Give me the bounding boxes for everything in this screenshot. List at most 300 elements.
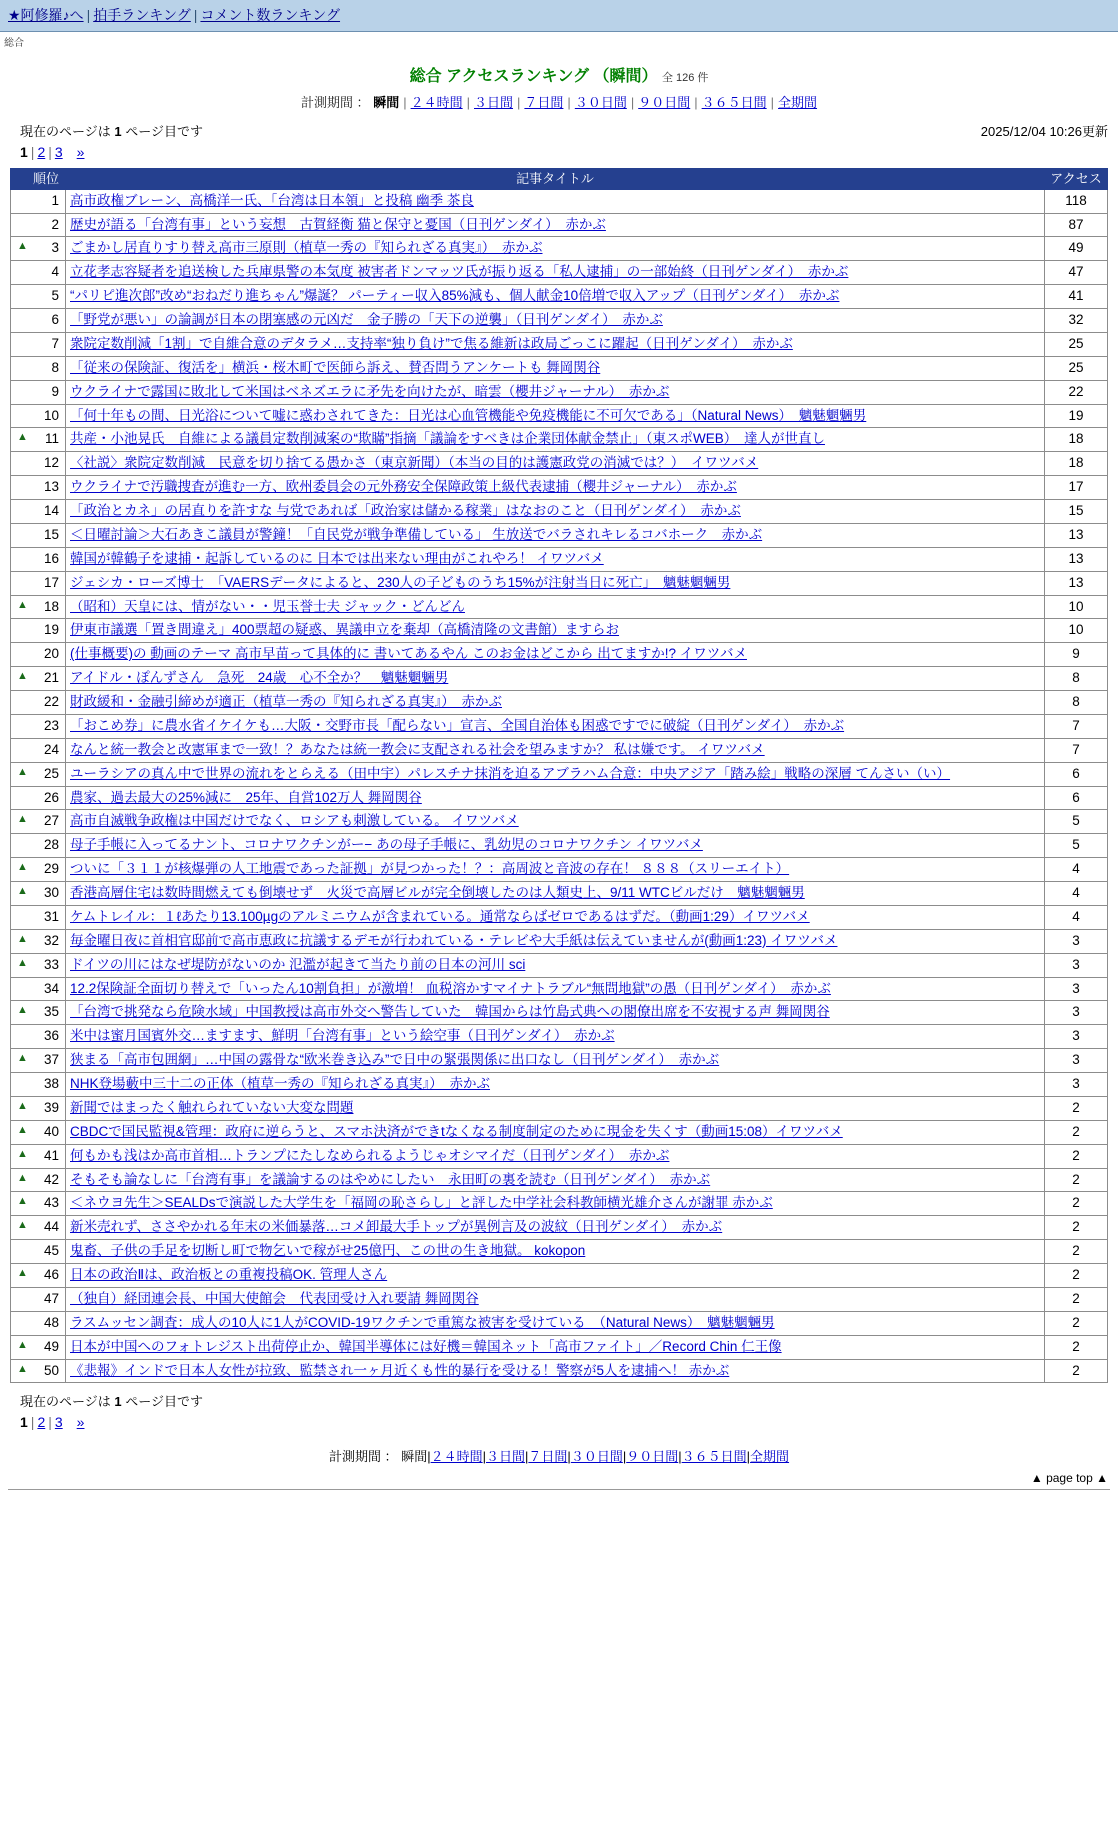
rank-cell <box>11 905 66 929</box>
title-cell <box>66 476 1045 500</box>
period-option-365d[interactable]: ３６５日間 <box>701 95 767 110</box>
rank-number: 1 <box>51 192 59 208</box>
table-row <box>11 1311 1108 1335</box>
table-header-row <box>11 169 1108 190</box>
period-option-3d-bottom[interactable]: ３日間 <box>486 1449 526 1465</box>
rank-number: 17 <box>43 574 59 590</box>
table-row <box>11 1073 1108 1097</box>
rank-number: 47 <box>43 1290 59 1306</box>
rank-cell <box>11 332 66 356</box>
rank-number: 44 <box>43 1219 59 1235</box>
table-row <box>11 882 1108 906</box>
title-cell <box>66 404 1045 428</box>
article-title-link[interactable]: 「政治とカネ」の居直りを許すな 与党であれば「政治家は儲かる稼業」はなおのこと（日刊ゲンダイ） 赤かぶ <box>70 503 741 519</box>
title-cell <box>66 1240 1045 1264</box>
article-title-link[interactable]: 韓国が韓鶴子を逮捕・起訴しているのに 日本では出来ない理由がこれやろ！ イワツバメ <box>70 550 604 566</box>
rank-number: 3 <box>51 240 59 256</box>
rank-number: 12 <box>43 455 59 471</box>
rank-number: 42 <box>43 1171 59 1187</box>
page-info-row <box>20 121 1108 140</box>
article-title-link[interactable]: そもそも論なしに「台湾有事」を議論するのはやめにしたい 永田町の裏を読む（日刊ゲンダイ） 赤かぶ <box>70 1171 711 1187</box>
access-count-cell: 2 <box>1045 1311 1108 1335</box>
article-title-link[interactable]: ウクライナで汚職捜査が進む一方、欧州委員会の元外務安全保障政策上級代表逮捕（櫻井ジャーナル） 赤かぶ <box>70 479 737 495</box>
title-cell <box>66 309 1045 333</box>
rank-cell <box>11 1240 66 1264</box>
top-navigation-bar <box>0 0 1118 32</box>
rank-cell <box>11 1096 66 1120</box>
table-row <box>11 643 1108 667</box>
table-row <box>11 189 1108 213</box>
table-row <box>11 1168 1108 1192</box>
rank-up-arrow-icon: ▲ <box>17 956 28 969</box>
pager-separator: | <box>30 1414 35 1431</box>
rank-up-arrow-icon: ▲ <box>17 1052 28 1065</box>
page-link-next-bottom[interactable]: » <box>76 1414 85 1431</box>
rank-cell <box>11 977 66 1001</box>
title-cell <box>66 834 1045 858</box>
table-row <box>11 929 1108 953</box>
rank-up-arrow-icon: ▲ <box>17 240 28 253</box>
article-title-link[interactable]: ラスムッセン調査：成人の10人に1人がCOVID-19ワクチンで重篤な被害を受けている （Natural News） 魑魅魍魎男 <box>70 1314 775 1330</box>
article-title-link[interactable]: 衆院定数削減「1割」で自維合意のデタラメ…支持率“独り負け”で焦る維新は政局ごっこに躍起（日刊ゲンダイ） 赤かぶ <box>70 335 793 351</box>
table-row <box>11 810 1108 834</box>
access-count-cell: 2 <box>1045 1216 1108 1240</box>
table-row <box>11 404 1108 428</box>
title-cell <box>66 953 1045 977</box>
access-count-cell: 19 <box>1045 404 1108 428</box>
article-title-link[interactable]: 〈社説〉衆院定数削減 民意を切り捨てる愚かさ（東京新聞）（本当の目的は護憲政党の消滅では？） イワツバメ <box>70 455 759 471</box>
page-link-3-bottom[interactable]: 3 <box>54 1414 63 1431</box>
rank-number: 5 <box>51 288 59 304</box>
nav-separator: | <box>193 7 198 23</box>
rank-number: 8 <box>51 359 59 375</box>
rank-number: 11 <box>44 431 59 447</box>
title-cell <box>66 500 1045 524</box>
access-count-cell: 10 <box>1045 595 1108 619</box>
title-cell <box>66 452 1045 476</box>
rank-number: 18 <box>43 598 59 614</box>
table-row <box>11 1335 1108 1359</box>
pager-separator: | <box>30 144 35 160</box>
article-title-link[interactable]: 高市政権ブレーン、高橋洋一氏、「台湾は日本領」と投稿 幽季 茶良 <box>70 192 474 208</box>
period-option-30d[interactable]: ３０日間 <box>574 95 627 110</box>
access-count-cell: 4 <box>1045 905 1108 929</box>
rank-cell <box>11 595 66 619</box>
rank-up-arrow-icon: ▲ <box>17 1338 28 1351</box>
period-separator: | <box>466 95 470 110</box>
access-count-cell: 3 <box>1045 1049 1108 1073</box>
article-title-link[interactable]: 新聞ではまったく触れられていない大変な問題 <box>70 1099 354 1115</box>
article-title-link[interactable]: 毎金曜日夜に首相官邸前で高市恵政に抗議するデモが行われている・テレビや大手紙は伝えていませんが(動画1:23) イワツバメ <box>70 932 838 948</box>
rank-up-arrow-icon: ▲ <box>17 1147 28 1160</box>
table-row <box>11 213 1108 237</box>
access-count-cell: 2 <box>1045 1359 1108 1383</box>
access-count-cell: 32 <box>1045 309 1108 333</box>
period-separator: | <box>678 1449 682 1465</box>
table-row <box>11 452 1108 476</box>
rank-cell <box>11 1311 66 1335</box>
rank-up-arrow-icon: ▲ <box>17 765 28 778</box>
access-count-cell: 2 <box>1045 1240 1108 1264</box>
table-row <box>11 332 1108 356</box>
access-count-cell: 47 <box>1045 261 1108 285</box>
period-option-24h-bottom[interactable]: ２４時間 <box>430 1449 483 1465</box>
nav-link-applause-ranking[interactable]: 拍手ランキング <box>93 7 191 23</box>
article-title-link[interactable]: 鬼畜、子供の手足を切断し町で物乞いで稼がせ25億円、この世の生き地獄。 kokopon <box>70 1243 586 1259</box>
bottom-page-number: 1 <box>114 1394 122 1410</box>
rank-up-arrow-icon: ▲ <box>17 431 28 444</box>
rank-cell <box>11 953 66 977</box>
period-option-7d-bottom[interactable]: ７日間 <box>528 1449 568 1465</box>
ranking-table <box>10 168 1108 1383</box>
article-title-link[interactable]: 「台湾で挑発なら危険水域」中国教授は高市外交へ警告していた 韓国からは竹島式典への閣僚出席を不安視する声 舞岡関谷 <box>70 1004 830 1020</box>
rank-cell <box>11 1049 66 1073</box>
rank-cell <box>11 714 66 738</box>
page-title-text: 総合 アクセスランキング （瞬間） <box>409 68 658 85</box>
title-cell <box>66 1144 1045 1168</box>
title-cell <box>66 762 1045 786</box>
period-option-current[interactable]: 瞬間 <box>373 95 400 110</box>
access-count-cell: 2 <box>1045 1120 1108 1144</box>
rank-cell <box>11 1359 66 1383</box>
period-separator: | <box>567 1449 571 1465</box>
rank-number: 45 <box>43 1243 59 1259</box>
article-title-link[interactable]: 母子手帳に入ってるナント、コロナワクチンがー− あの母子手帳に、乳幼児のコロナワクチン イワツバメ <box>70 837 703 853</box>
table-row <box>11 547 1108 571</box>
rank-number: 6 <box>51 312 59 328</box>
rank-number: 41 <box>43 1147 59 1163</box>
page-link-3[interactable]: 3 <box>54 144 63 160</box>
access-count-cell: 5 <box>1045 810 1108 834</box>
period-option-365d-bottom[interactable]: ３６５日間 <box>681 1449 747 1465</box>
home-link[interactable]: ★阿修羅♪へ <box>8 7 84 23</box>
title-cell <box>66 1073 1045 1097</box>
article-title-link[interactable]: 「何十年もの間、日光浴について嘘に惑わされてきた：日光は心血管機能や免疫機能に不可欠である」（Natural News） 魑魅魍魎男 <box>70 407 867 423</box>
rank-number: 15 <box>43 526 59 542</box>
rank-cell <box>11 356 66 380</box>
rank-cell <box>11 1073 66 1097</box>
rank-up-arrow-icon: ▲ <box>17 1219 28 1232</box>
current-page-note <box>20 121 203 140</box>
article-title-link[interactable]: 香港高層住宅は数時間燃えても倒壊せず 火災で高層ビルが完全倒壊したのは人類史上、9/11 WTCビルだけ 魑魅魍魎男 <box>70 885 805 901</box>
article-title-link[interactable]: 新米売れず、ささやかれる年末の米価暴落…コメ卸最大手トップが異例言及の波紋（日刊ゲンダイ） 赤かぶ <box>70 1219 723 1235</box>
updated-timestamp: 2025/12/04 10:26更新 <box>980 124 1108 139</box>
article-title-link[interactable]: なんと統一教会と改憲軍まで一致！？あなたは統一教会に支配される社会を望みますか？ 私は嫌です。 イワツバメ <box>70 741 765 757</box>
rank-cell <box>11 380 66 404</box>
article-title-link[interactable]: 共産・小池晃氏 自維による議員定数削減案の“欺瞞”指摘「議論をすべきは企業団体献金禁止」（東スポWEB） 達人が世直し <box>70 431 825 447</box>
title-cell <box>66 1335 1045 1359</box>
current-page-note-prefix: 現在のページは <box>20 124 115 139</box>
footer-divider <box>8 1489 1110 1490</box>
rank-number: 25 <box>43 765 59 781</box>
article-title-link[interactable]: （昭和）天皇には、情がない・・児玉誉士夫 ジャック・どんどん <box>70 598 465 614</box>
table-row <box>11 977 1108 1001</box>
table-row <box>11 953 1108 977</box>
table-row <box>11 476 1108 500</box>
title-cell <box>66 261 1045 285</box>
access-count-cell: 2 <box>1045 1192 1108 1216</box>
rank-cell <box>11 404 66 428</box>
title-cell <box>66 428 1045 452</box>
column-header-rank: 順位 <box>11 169 66 190</box>
article-title-link[interactable]: 「従来の保険証、復活を」横浜・桜木町で医師ら訴え、賛否問うアンケートも 舞岡関谷 <box>70 359 601 375</box>
bottom-page-note-prefix: 現在のページは <box>20 1394 115 1410</box>
title-cell <box>66 905 1045 929</box>
title-cell <box>66 1049 1045 1073</box>
rank-cell <box>11 523 66 547</box>
article-title-link[interactable]: 立花孝志容疑者を追送検した兵庫県警の本気度 被害者ドンマッツ氏が振り返る「私人逮捕」の一部始終（日刊ゲンダイ） 赤かぶ <box>70 264 849 280</box>
rank-number: 27 <box>43 813 59 829</box>
access-count-cell: 3 <box>1045 929 1108 953</box>
article-title-link[interactable]: 狭まる「高市包囲網」…中国の露骨な“欧米巻き込み”で日中の緊張関係に出口なし（日刊ゲンダイ） 赤かぶ <box>70 1052 720 1068</box>
table-row <box>11 1049 1108 1073</box>
article-title-link[interactable]: ケムトレイル：１ℓあたり13.100µgのアルミニウムが含まれている。通常ならばゼロであるはずだ。（動画1:29）イワツバメ <box>70 908 810 924</box>
rank-cell <box>11 571 66 595</box>
table-row <box>11 1240 1108 1264</box>
table-row <box>11 1144 1108 1168</box>
pagination-top <box>20 142 1118 162</box>
title-cell <box>66 1001 1045 1025</box>
period-separator: | <box>482 1449 486 1465</box>
access-count-cell: 2 <box>1045 1096 1108 1120</box>
pager-separator: | <box>48 144 52 160</box>
ranking-table-body <box>11 189 1108 1383</box>
article-title-link[interactable]: (仕事概要)の 動画のテーマ 高市早苗って具体的に 書いてあるやん このお金はどこから 出てますか!? イワツバメ <box>70 646 747 662</box>
title-cell <box>66 1287 1045 1311</box>
rank-number: 31 <box>43 908 59 924</box>
article-title-link[interactable]: “パリピ進次郎”改め“おねだり進ちゃん”爆誕？ パーティー収入85%減も、個人献金10倍増で収入アップ（日刊ゲンダイ） 赤かぶ <box>70 288 840 304</box>
page-link-2-bottom[interactable]: 2 <box>37 1414 46 1431</box>
rank-cell <box>11 882 66 906</box>
title-cell <box>66 882 1045 906</box>
rank-cell <box>11 1216 66 1240</box>
period-option-current-bottom[interactable]: 瞬間 <box>401 1449 428 1465</box>
title-cell <box>66 643 1045 667</box>
rank-number: 19 <box>43 622 59 638</box>
rank-up-arrow-icon: ▲ <box>17 885 28 898</box>
article-title-link[interactable]: 何もかも浅はか高市首相…トランプにたしなめられるようじゃオシマイだ（日刊ゲンダイ） 赤かぶ <box>70 1147 670 1163</box>
table-row <box>11 500 1108 524</box>
access-count-cell: 7 <box>1045 738 1108 762</box>
rank-number: 16 <box>43 550 59 566</box>
access-count-cell: 3 <box>1045 977 1108 1001</box>
rank-number: 30 <box>43 885 59 901</box>
article-title-link[interactable]: ウクライナで露国に敗北して米国はベネズエラに矛先を向けたが、暗雲（櫻井ジャーナル） 赤かぶ <box>70 383 670 399</box>
rank-cell <box>11 1264 66 1288</box>
title-cell <box>66 595 1045 619</box>
rank-number: 46 <box>43 1267 59 1283</box>
page-link-next[interactable]: » <box>76 144 85 160</box>
title-cell <box>66 1168 1045 1192</box>
article-title-link[interactable]: ユーラシアの真ん中で世界の流れをとらえる（田中宇）パレスチナ抹消を迫るアブラハム合意：中央アジア「踏み絵」戦略の深層 てんさい（い） <box>70 765 951 781</box>
table-row <box>11 619 1108 643</box>
article-title-link[interactable]: 日本が中国へのフォトレジスト出荷停止か、韓国半導体には好機＝韓国ネット「高市ファイト」／Record Chin 仁王像 <box>70 1338 782 1354</box>
table-row <box>11 523 1108 547</box>
rank-number: 2 <box>51 216 59 232</box>
table-row <box>11 1216 1108 1240</box>
access-count-cell: 4 <box>1045 858 1108 882</box>
access-count-cell: 13 <box>1045 571 1108 595</box>
period-option-7d[interactable]: ７日間 <box>524 95 564 110</box>
title-cell <box>66 1120 1045 1144</box>
title-cell <box>66 667 1045 691</box>
rank-up-arrow-icon: ▲ <box>17 1195 28 1208</box>
rank-cell <box>11 309 66 333</box>
article-title-link[interactable]: （独自）経団連会長、中国大使館会 代表団受け入れ要請 舞岡関谷 <box>70 1290 479 1306</box>
table-row <box>11 571 1108 595</box>
access-count-cell: 6 <box>1045 786 1108 810</box>
article-title-link[interactable]: ドイツの川にはなぜ堤防がないのか 氾濫が起きて当たり前の日本の河川 sci <box>70 956 526 972</box>
period-separator: | <box>622 1449 627 1465</box>
rank-up-arrow-icon: ▲ <box>17 861 28 874</box>
title-cell <box>66 1359 1045 1383</box>
rank-number: 50 <box>43 1362 59 1378</box>
rank-cell <box>11 189 66 213</box>
title-cell <box>66 1311 1045 1335</box>
access-count-cell: 13 <box>1045 547 1108 571</box>
access-count-cell: 13 <box>1045 523 1108 547</box>
rank-cell <box>11 1120 66 1144</box>
rank-cell <box>11 929 66 953</box>
rank-number: 43 <box>43 1195 59 1211</box>
article-title-link[interactable]: CBDCで国民監視&管理：政府に逆らうと、スマホ決済ができtなくなる制度制定のために現金を失くす（動画15:08）イワツバメ <box>70 1123 843 1139</box>
rank-number: 9 <box>51 383 59 399</box>
rank-number: 32 <box>43 932 59 948</box>
rank-cell <box>11 1025 66 1049</box>
period-option-all-bottom[interactable]: 全期間 <box>750 1449 790 1465</box>
access-count-cell: 3 <box>1045 1073 1108 1097</box>
rank-cell <box>11 285 66 309</box>
article-title-link[interactable]: ＜ネウヨ先生＞SEALDsで演説した大学生を「福岡の恥さらし」と評した中学社会科教師横光雄介さんが謝罪 赤かぶ <box>70 1195 773 1211</box>
article-title-link[interactable]: ごまかし居直りすり替え高市三原則（植草一秀の『知られざる真実』） 赤かぶ <box>70 240 543 256</box>
article-title-link[interactable]: 伊東市議選「置き間違え」400票超の疑惑、異議申立を棄却（高橋清隆の文書館）ますらお <box>70 622 620 638</box>
article-title-link[interactable]: 農家、過去最大の25%減に 25年、自営102万人 舞岡関谷 <box>70 789 422 805</box>
article-title-link[interactable]: NHK登場藪中三十二の正体（植草一秀の『知られざる真実』） 赤かぶ <box>70 1076 491 1092</box>
access-count-cell: 25 <box>1045 356 1108 380</box>
table-row <box>11 762 1108 786</box>
access-count-cell: 118 <box>1045 189 1108 213</box>
title-cell <box>66 213 1045 237</box>
rank-cell <box>11 1335 66 1359</box>
current-page-number: 1 <box>114 124 122 139</box>
article-title-link[interactable]: 米中は蜜月国賓外交…ますます、鮮明「台湾有事」という絵空事（日刊ゲンダイ） 赤かぶ <box>70 1028 615 1044</box>
access-count-cell: 9 <box>1045 643 1108 667</box>
page-top-link[interactable]: ▲ page top ▲ <box>1030 1471 1108 1486</box>
access-count-cell: 15 <box>1045 500 1108 524</box>
table-row <box>11 1001 1108 1025</box>
current-page-note-suffix: ページ目です <box>121 124 203 139</box>
rank-number: 39 <box>43 1099 59 1115</box>
table-row <box>11 595 1108 619</box>
rank-up-arrow-icon: ▲ <box>17 1123 28 1136</box>
rank-up-arrow-icon: ▲ <box>17 1099 28 1112</box>
title-cell <box>66 380 1045 404</box>
table-row <box>11 905 1108 929</box>
access-count-cell: 2 <box>1045 1264 1108 1288</box>
rank-cell <box>11 643 66 667</box>
period-option-3d[interactable]: ３日間 <box>474 95 514 110</box>
total-count: 全 126 件 <box>661 72 709 84</box>
period-option-all[interactable]: 全期間 <box>778 95 818 110</box>
article-title-link[interactable]: 財政緩和・金融引締めが適正（植草一秀の『知られざる真実』） 赤かぶ <box>70 694 502 710</box>
article-title-link[interactable]: 日本の政治Ⅱは、政治板との重複投稿OK. 管理人さん <box>70 1267 388 1283</box>
period-option-90d-bottom[interactable]: ９０日間 <box>626 1449 679 1465</box>
access-count-cell: 8 <box>1045 691 1108 715</box>
rank-cell <box>11 452 66 476</box>
pagination-bottom <box>20 1412 1118 1432</box>
rank-number: 23 <box>43 717 59 733</box>
access-count-cell: 18 <box>1045 428 1108 452</box>
rank-number: 26 <box>43 789 59 805</box>
period-option-24h[interactable]: ２４時間 <box>410 95 463 110</box>
period-option-90d[interactable]: ９０日間 <box>638 95 691 110</box>
pager-separator: | <box>48 1414 52 1431</box>
period-label-bottom: 計測期間 ： <box>328 1449 398 1465</box>
article-title-link[interactable]: アイドル・ぽんずさん 急死 24歳 心不全か？ 魑魅魍魎男 <box>70 670 449 686</box>
table-row <box>11 1192 1108 1216</box>
rank-cell <box>11 261 66 285</box>
table-row <box>11 237 1108 261</box>
period-separator: | <box>403 95 407 110</box>
article-title-link[interactable]: 《悲報》インドで日本人女性が拉致、監禁され一ヶ月近くも性的暴行を受ける！警察が5人を逮捕へ！ 赤かぶ <box>70 1362 730 1378</box>
rank-cell <box>11 667 66 691</box>
article-title-link[interactable]: 「野党が悪い」の論調が日本の閉塞感の元凶だ 金子勝の「天下の逆襲」（日刊ゲンダイ） 赤かぶ <box>70 312 663 328</box>
title-cell <box>66 738 1045 762</box>
article-title-link[interactable]: ＜日曜討論＞大石あきこ議員が警鐘！「自民党が戦争準備している」 生放送でバラされキレるコバホーク 赤かぶ <box>70 526 763 542</box>
access-count-cell: 7 <box>1045 714 1108 738</box>
page-link-1-bottom[interactable]: 1 <box>20 1414 28 1431</box>
title-cell <box>66 977 1045 1001</box>
access-count-cell: 3 <box>1045 953 1108 977</box>
article-title-link[interactable]: ついに「３１１が核爆弾の人工地震であった証拠」が見つかった！？：高周波と音波の存在！ ８８８（スリーエイト） <box>70 861 790 877</box>
rank-up-arrow-icon: ▲ <box>17 598 28 611</box>
rank-number: 10 <box>43 407 59 423</box>
title-cell <box>66 547 1045 571</box>
rank-number: 28 <box>43 837 59 853</box>
rank-cell <box>11 237 66 261</box>
rank-cell <box>11 1001 66 1025</box>
article-title-link[interactable]: 「おこめ券」に農水省イケイケも…大阪・交野市長「配らない」宣言、全国自治体も困惑ですでに破綻（日刊ゲンダイ） 赤かぶ <box>70 717 845 733</box>
rank-cell <box>11 738 66 762</box>
table-row <box>11 834 1108 858</box>
title-cell <box>66 523 1045 547</box>
rank-cell <box>11 428 66 452</box>
title-cell <box>66 810 1045 834</box>
access-count-cell: 5 <box>1045 834 1108 858</box>
rank-cell <box>11 1192 66 1216</box>
page-link-1[interactable]: 1 <box>20 144 28 160</box>
article-title-link[interactable]: 高市自滅戦争政権は中国だけでなく、ロシアも刺激している。 イワツバメ <box>70 813 519 829</box>
column-header-access: アクセス <box>1045 169 1108 190</box>
rank-cell <box>11 691 66 715</box>
period-option-30d-bottom[interactable]: ３０日間 <box>570 1449 623 1465</box>
rank-number: 38 <box>43 1076 59 1092</box>
page-link-2[interactable]: 2 <box>37 144 46 160</box>
article-title-link[interactable]: 歴史が語る「台湾有事」という妄想 古賀経衡 猫と保守と憂国（日刊ゲンダイ） 赤かぶ <box>70 216 606 232</box>
rank-cell <box>11 1144 66 1168</box>
rank-number: 29 <box>43 861 59 877</box>
title-cell <box>66 714 1045 738</box>
article-title-link[interactable]: ジェシカ・ローズ博士 「VAERSデータによると、230人の子どものうち15%が注射当日に死亡」 魑魅魍魎男 <box>70 574 731 590</box>
nav-link-comment-ranking[interactable]: コメント数ランキング <box>200 7 341 23</box>
rank-number: 4 <box>51 264 59 280</box>
period-separator: | <box>517 95 521 110</box>
title-cell <box>66 929 1045 953</box>
title-cell <box>66 237 1045 261</box>
article-title-link[interactable]: 12.2保険証全面切り替えで「いったん10割負担」が激増！ 血税溶かすマイナトラブル“無問地獄”の愚（日刊ゲンダイ） 赤かぶ <box>70 980 831 996</box>
title-cell <box>66 189 1045 213</box>
rank-up-arrow-icon: ▲ <box>17 1004 28 1017</box>
